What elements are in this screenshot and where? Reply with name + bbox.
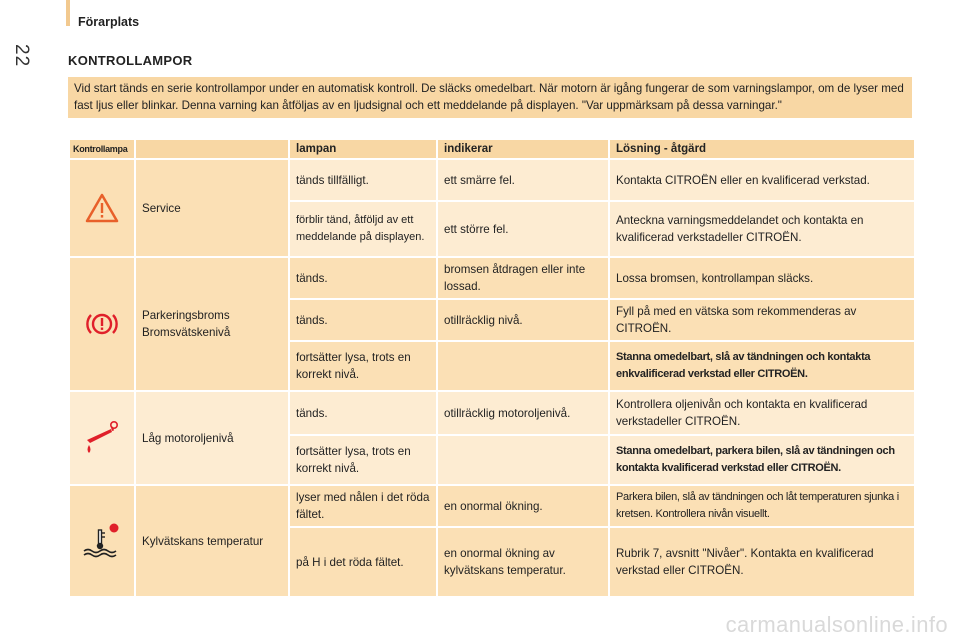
cell-indikerar: en onormal ökning. — [437, 485, 609, 527]
brake-warning-icon — [85, 317, 119, 330]
cell-lampan: på H i det röda fältet. — [289, 527, 437, 597]
cell-lampan: förblir tänd, åtföljd av ett meddelande på displayen. — [289, 201, 437, 257]
table-row — [69, 391, 915, 435]
section-marker — [66, 0, 70, 26]
cell-indikerar — [437, 341, 609, 391]
page-title: KONTROLLAMPOR — [68, 53, 193, 68]
cell-indikerar — [437, 435, 609, 485]
watermark: carmanualsonline.info — [725, 612, 948, 637]
col-header-lampan: lampan — [289, 139, 437, 159]
oil-can-icon — [81, 431, 123, 444]
lamp-name: Service — [135, 159, 289, 257]
lamp-name: Parkeringsbroms Bromsvätskenivå — [135, 257, 289, 391]
table-header-row — [69, 139, 915, 159]
cell-indikerar: otillräcklig motoroljenivå. — [437, 391, 609, 435]
cell-losning: Stanna omedelbart, slå av tändningen och kontakta enkvalificerad verkstad eller CITROËN. — [609, 341, 915, 391]
cell-lampan: tänds. — [289, 257, 437, 299]
lamp-name: Kylvätskans temperatur — [135, 485, 289, 597]
lamp-name: Låg motoroljenivå — [135, 391, 289, 485]
intro-text: Vid start tänds en serie kontrollampor under en automatisk kontroll. De släcks omedelbart. När motorn är igång fungerar de som varningslampor, om de lyser med fast ljus eller blinkar. Denna varning kan åtföljas av en ljudsignal och ett meddelande på displayen. "Var uppmärksam på dessa varningar." — [68, 77, 912, 118]
icon-cell — [69, 257, 135, 391]
cell-lampan: fortsätter lysa, trots en korrekt nivå. — [289, 341, 437, 391]
cell-losning: Lossa bromsen, kontrollampan släcks. — [609, 257, 915, 299]
col-header-losning: Lösning - åtgärd — [609, 139, 915, 159]
cell-losning: Kontakta CITROËN eller en kvalificerad verkstad. — [609, 159, 915, 201]
col-header-empty — [135, 139, 289, 159]
cell-losning: Anteckna varningsmeddelandet och kontakta en kvalificerad verkstadeller CITROËN. — [609, 201, 915, 257]
cell-lampan: fortsätter lysa, trots en korrekt nivå. — [289, 435, 437, 485]
table-row — [69, 257, 915, 299]
cell-losning: Stanna omedelbart, parkera bilen, slå av tändningen och kontakta kvalificerad verkstad eller CITROËN. — [609, 435, 915, 485]
cell-lampan: tänds tillfälligt. — [289, 159, 437, 201]
cell-indikerar: bromsen åtdragen eller inte lossad. — [437, 257, 609, 299]
icon-cell — [69, 159, 135, 257]
warning-triangle-icon — [85, 201, 119, 214]
cell-indikerar: otillräcklig nivå. — [437, 299, 609, 341]
cell-lampan: tänds. — [289, 391, 437, 435]
cell-lampan: tänds. — [289, 299, 437, 341]
cell-losning: Fyll på med en vätska som rekommenderas av CITROËN. — [609, 299, 915, 341]
col-header-lamp: Kontrollampa — [69, 139, 135, 159]
cell-losning: Kontrollera oljenivån och kontakta en kvalificerad verkstadeller CITROËN. — [609, 391, 915, 435]
table-row — [69, 485, 915, 527]
cell-indikerar: ett smärre fel. — [437, 159, 609, 201]
warning-lamp-table — [68, 138, 916, 598]
cell-indikerar: ett större fel. — [437, 201, 609, 257]
icon-cell — [69, 485, 135, 597]
table-row — [69, 159, 915, 201]
page-number: 22 — [11, 44, 32, 68]
cell-indikerar: en onormal ökning av kylvätskans temperatur. — [437, 527, 609, 597]
icon-cell — [69, 391, 135, 485]
cell-losning: Parkera bilen, slå av tändningen och låt temperaturen sjunka i kretsen. Kontrollera nivån visuellt. — [609, 485, 915, 527]
col-header-indikerar: indikerar — [437, 139, 609, 159]
cell-lampan: lyser med nålen i det röda fältet. — [289, 485, 437, 527]
section-title: Förarplats — [78, 15, 140, 29]
cell-losning: Rubrik 7, avsnitt "Nivåer". Kontakta en kvalificerad verkstad eller CITROËN. — [609, 527, 915, 597]
coolant-temperature-icon — [80, 534, 124, 547]
